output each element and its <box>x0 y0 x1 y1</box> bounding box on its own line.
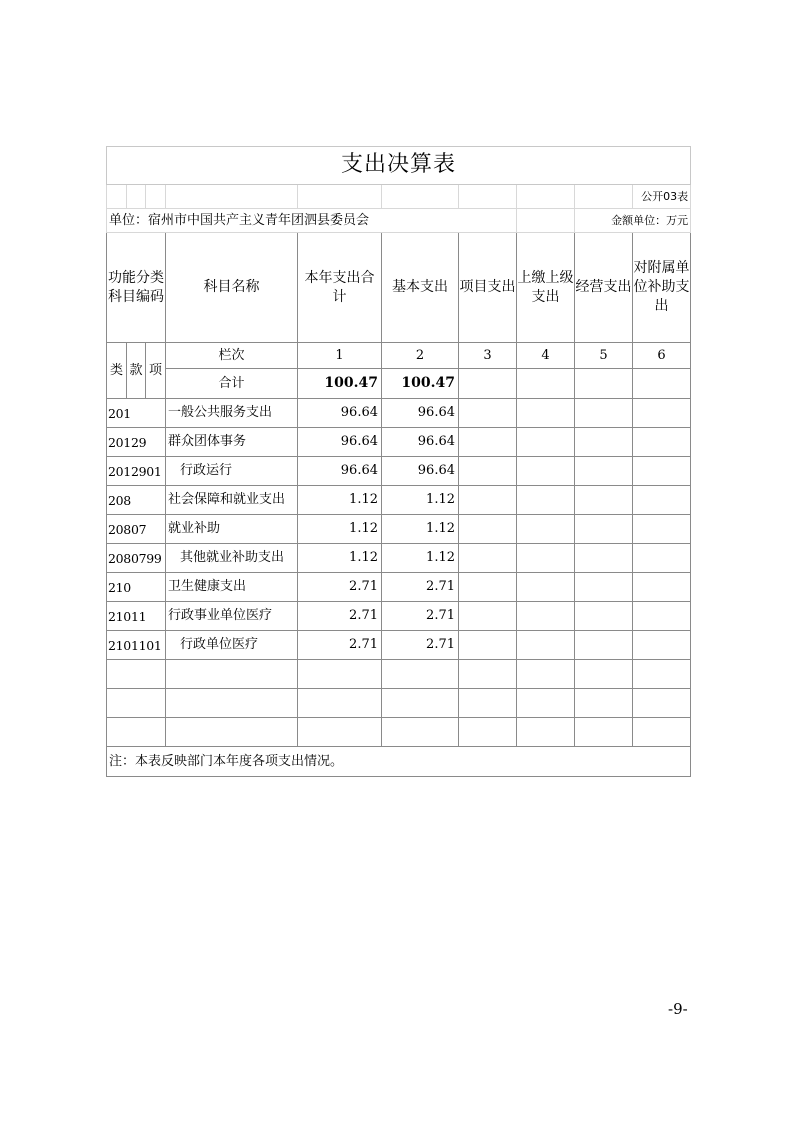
col-index: 3 <box>459 343 517 369</box>
row-basic: 1.12 <box>382 486 459 515</box>
header-lanci: 栏次 <box>166 343 298 369</box>
header-subsidy: 对附属单位补助支出 <box>633 233 691 343</box>
row-name: 卫生健康支出 <box>166 573 298 602</box>
table-row <box>107 544 691 573</box>
row-basic: 2.71 <box>382 631 459 660</box>
row-code: 2101101 <box>107 631 166 660</box>
blank-row <box>107 718 691 747</box>
table-note: 注：本表反映部门本年度各项支出情况。 <box>107 747 691 777</box>
header-project: 项目支出 <box>459 233 517 343</box>
blank-row <box>107 660 691 689</box>
row-code: 2080799 <box>107 544 166 573</box>
table-row <box>107 457 691 486</box>
row-code: 208 <box>107 486 166 515</box>
row-code: 20807 <box>107 515 166 544</box>
header-business: 经营支出 <box>575 233 633 343</box>
row-code: 201 <box>107 399 166 428</box>
col-index: 1 <box>298 343 382 369</box>
row-code: 20129 <box>107 428 166 457</box>
total-basic: 100.47 <box>382 369 459 399</box>
table-row <box>107 515 691 544</box>
row-basic: 2.71 <box>382 573 459 602</box>
page-number: -9- <box>668 1000 688 1018</box>
row-basic: 96.64 <box>382 399 459 428</box>
row-basic: 2.71 <box>382 602 459 631</box>
header-total: 本年支出合计 <box>298 233 382 343</box>
row-name: 其他就业补助支出 <box>166 544 298 573</box>
amount-unit: 金额单位：万元 <box>575 209 691 233</box>
header-upper: 上缴上级支出 <box>517 233 575 343</box>
col-index: 2 <box>382 343 459 369</box>
row-name: 行政运行 <box>166 457 298 486</box>
row-basic: 96.64 <box>382 457 459 486</box>
row-code: 2012901 <box>107 457 166 486</box>
row-name: 就业补助 <box>166 515 298 544</box>
row-name: 行政单位医疗 <box>166 631 298 660</box>
row-total: 2.71 <box>298 602 382 631</box>
row-total: 1.12 <box>298 544 382 573</box>
table-row <box>107 428 691 457</box>
row-basic: 1.12 <box>382 544 459 573</box>
row-code: 210 <box>107 573 166 602</box>
table-row <box>107 399 691 428</box>
row-name: 行政事业单位医疗 <box>166 602 298 631</box>
header-lei: 类 <box>107 343 127 399</box>
table-row <box>107 631 691 660</box>
table-title: 支出决算表 <box>107 147 691 185</box>
total-amount: 100.47 <box>298 369 382 399</box>
header-subject-name: 科目名称 <box>166 233 298 343</box>
header-basic: 基本支出 <box>382 233 459 343</box>
col-index: 6 <box>633 343 691 369</box>
table-row <box>107 486 691 515</box>
row-total: 1.12 <box>298 515 382 544</box>
blank-row <box>107 689 691 718</box>
row-basic: 1.12 <box>382 515 459 544</box>
expenditure-table <box>106 146 691 777</box>
header-kuan: 款 <box>127 343 146 399</box>
row-basic: 96.64 <box>382 428 459 457</box>
row-total: 96.64 <box>298 399 382 428</box>
row-code: 21011 <box>107 602 166 631</box>
col-index: 5 <box>575 343 633 369</box>
row-name: 群众团体事务 <box>166 428 298 457</box>
row-name: 社会保障和就业支出 <box>166 486 298 515</box>
table-row <box>107 573 691 602</box>
table-row <box>107 602 691 631</box>
col-index: 4 <box>517 343 575 369</box>
header-xiang: 项 <box>146 343 166 399</box>
form-number: 公开03表 <box>633 185 691 209</box>
header-func-code: 功能分类科目编码 <box>107 233 166 343</box>
unit-label: 单位：宿州市中国共产主义青年团泗县委员会 <box>107 209 517 233</box>
header-heji: 合计 <box>166 369 298 399</box>
row-total: 2.71 <box>298 631 382 660</box>
row-total: 96.64 <box>298 457 382 486</box>
row-name: 一般公共服务支出 <box>166 399 298 428</box>
row-total: 1.12 <box>298 486 382 515</box>
row-total: 96.64 <box>298 428 382 457</box>
row-total: 2.71 <box>298 573 382 602</box>
expenditure-sheet <box>106 146 690 777</box>
